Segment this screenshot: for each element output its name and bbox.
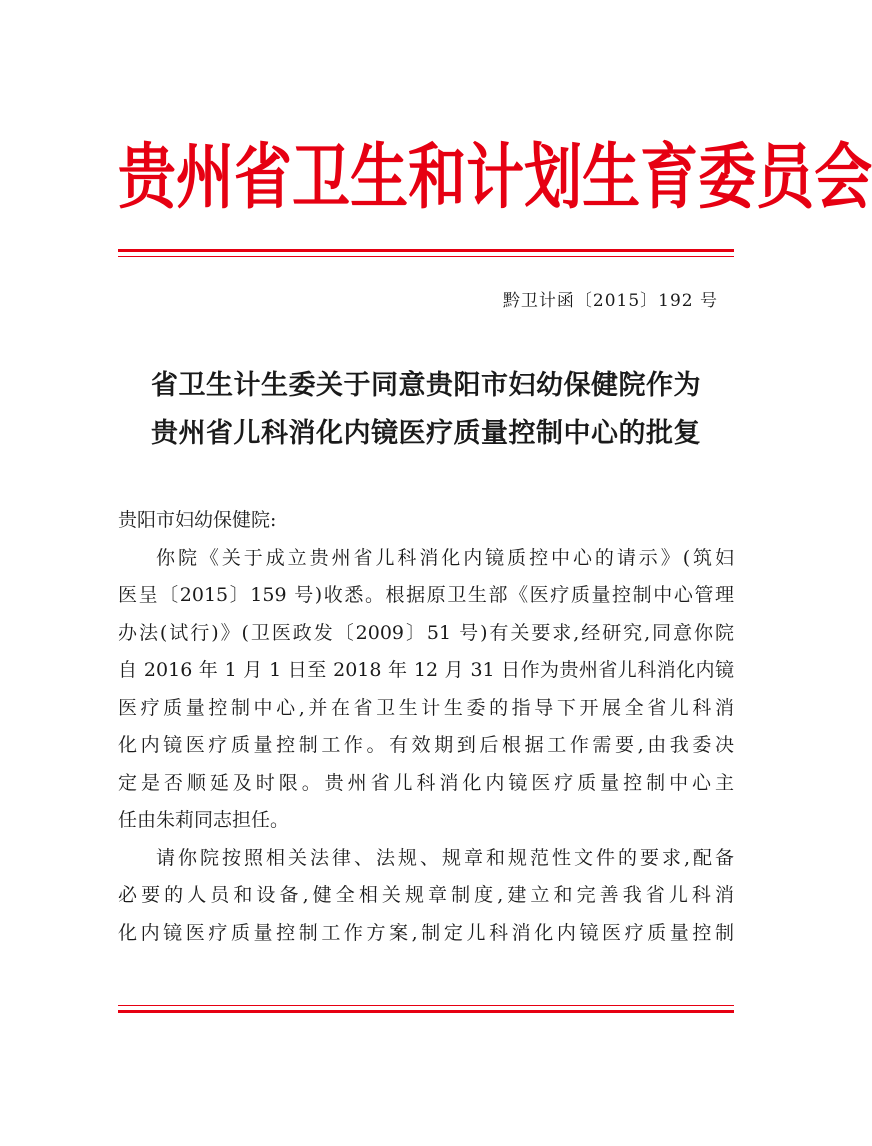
header-rule-thin — [118, 256, 734, 257]
body-line: 你院《关于成立贵州省儿科消化内镜质控中心的请示》(筑妇 — [156, 546, 734, 569]
body-line: 请你院按照相关法律、法规、规章和规范性文件的要求,配备 — [156, 846, 734, 869]
title-line-1: 省卫生计生委关于同意贵阳市妇幼保健院作为 — [151, 370, 701, 401]
body-line: 自 2016 年 1 月 1 日至 2018 年 12 月 31 日作为贵州省儿科消化内镜 — [118, 659, 734, 681]
body-line: 医呈〔2015〕159 号)收悉。根据原卫生部《医疗质量控制中心管理 — [118, 584, 734, 606]
body-line: 定是否顺延及时限。贵州省儿科消化内镜医疗质量控制中心主 — [118, 771, 734, 794]
title-line-2: 贵州省儿科消化内镜医疗质量控制中心的批复 — [151, 418, 701, 449]
body-line: 化内镜医疗质量控制工作。有效期到后根据工作需要,由我委决 — [118, 734, 734, 756]
header-rule-thick — [118, 249, 734, 252]
body-line: 办法(试行)》(卫医政发〔2009〕51 号)有关要求,经研究,同意你院 — [118, 621, 734, 644]
document-body — [118, 502, 734, 952]
salutation: 贵阳市妇幼保健院: — [118, 509, 277, 531]
document-title — [118, 362, 734, 458]
organization-header: 贵 州 省 卫 生 和 计 划 生 育 委 员 会 — [118, 135, 872, 219]
body-line: 任由朱莉同志担任。 — [118, 809, 290, 831]
body-line: 必要的人员和设备,健全相关规章制度,建立和完善我省儿科消 — [118, 884, 734, 906]
body-line: 医疗质量控制中心,并在省卫生计生委的指导下开展全省儿科消 — [118, 696, 734, 719]
document-number: 黔卫计函〔2015〕192 号 — [502, 291, 718, 311]
footer-rule-thick — [118, 1010, 734, 1013]
body-line: 化内镜医疗质量控制工作方案,制定儿科消化内镜医疗质量控制 — [118, 921, 734, 944]
footer-rule-thin — [118, 1005, 734, 1006]
